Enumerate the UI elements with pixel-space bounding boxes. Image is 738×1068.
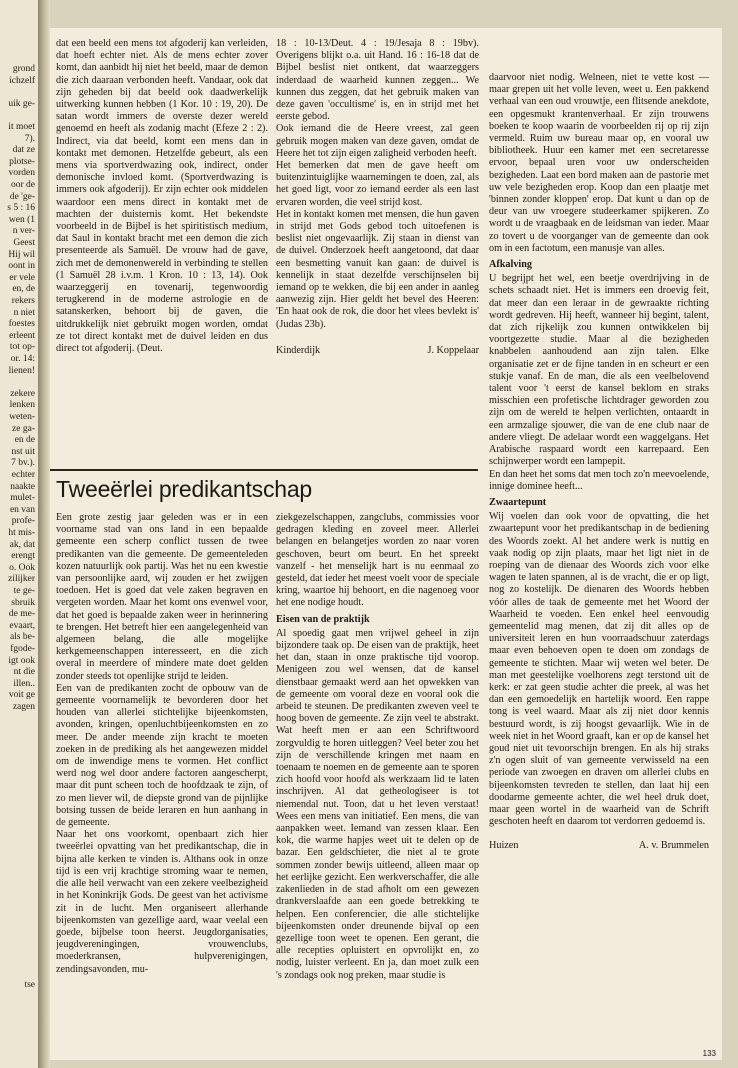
margin-fragment: nt die	[13, 667, 35, 678]
margin-fragment: Geest	[13, 238, 35, 248]
signoff-place: Kinderdijk	[276, 344, 321, 356]
margin-fragment: oont in	[8, 261, 35, 272]
margin-fragment: zilijker	[8, 574, 35, 585]
margin-fragment: fgode-	[10, 644, 35, 654]
margin-fragment: zekere	[10, 388, 35, 399]
margin-fragment: Hij wil	[8, 249, 35, 260]
article-signoff	[489, 840, 709, 852]
margin-fragment: en van	[9, 504, 35, 515]
article-paragraph: Al spoedig gaat men vrijwel geheel in zijn bijzondere taak op. De eisen van de praktijk, heet het dan, staan in onze praktische tijd voorop. Menigeen zou wel wensen, dat de kansel dienstbaar gemaakt werd aan het opwekken van de gemeente om vooral deze en vooral ook die arbeid te steunen. De predikanten zweven veel te hoog boven de gemeente. Ze zijn veel te abstrakt. Wat heeft men er aan een Schriftwoord zorgvuldig te horen uitleggen? Veel beter zou het zijn de verschillende kringen met naam en toenaam te noemen en de gemeente aan te sporen zich hoofd voor hoofd als werkzaam lid te laten inschrijven. Al dat getheologiseer is tot niemendal nut. Toon, dat u het leven verstaat! Wees een mens van initiatief. Een mens, die van aanpakken weet. Iemand van zessen klaar. Een kok, die warme hapjes weet uit te delen op de bazar. Een geldschieter, die niet al te grote sommen zonder bewijs uitleend, alleen maar op het eerlijke gezicht. Een werkverschaffer, die alle zakenlieden in de stad afholt om een gewezen drankverslaafde aan een goede betrekking te helpen. Een conferencier, die alle stichtelijke bijeenkomsten onder dreunende bijval op een gezellige toon weet te openen. Een gerant, die alle recepties opluistert en opvrolijkt en, zo nodig, luister verleent. En ja, dan moet zulk een 's zondags ook nog preken, maar studie is	[276, 627, 479, 981]
article-column-3	[489, 72, 709, 1057]
margin-fragment: te ge-	[13, 586, 35, 596]
article-column-1	[56, 512, 268, 1057]
margin-fragment: zagen	[12, 702, 35, 712]
margin-fragment: profe-	[11, 516, 35, 527]
margin-fragment: mulet-	[10, 493, 35, 504]
margin-fragment: uik ge-	[8, 98, 35, 109]
top-col2-paragraph: Ook iemand die de Heere vreest, zal geen gebruik mogen maken van deze gaven, omdat de Heere het tot zijn eigen zaligheid verboden heeft.	[276, 123, 479, 159]
top-signoff	[276, 345, 479, 357]
margin-fragment: igt ook	[8, 655, 35, 666]
margin-fragment: wen (1	[8, 214, 35, 225]
margin-fragment: o. Ook	[9, 562, 35, 573]
margin-fragment: weten-	[9, 412, 35, 422]
margin-fragment: ze ga-	[12, 423, 35, 434]
margin-fragment: voit ge	[8, 690, 35, 701]
article-paragraph: ziekgezelschappen, zangclubs, commissies voor gedragen kleding en zoveel meer. Allerlei belangen en belangetjes worden zo naar voren geschoven, beurt om beurt. En het spreekt vanzelf - het menselijk hart is nu eenmaal zo gesteld, dat ieder het meest voelt voor de speciale kring, waartoe hij behoort, en die nagenoeg voor het ene nodige houdt.	[276, 512, 479, 609]
margin-fragment: n niet	[13, 307, 35, 318]
article-column-2	[276, 512, 479, 1057]
margin-fragment: sbruik	[11, 597, 35, 608]
margin-fragment: en de	[14, 435, 35, 446]
margin-fragment: echter	[11, 470, 35, 480]
margin-fragment: erengt	[11, 551, 35, 562]
section-divider	[50, 469, 478, 471]
margin-fragment: naakte	[10, 481, 35, 492]
section-heading: Afkalving	[489, 259, 533, 271]
margin-fragment: foestes	[8, 319, 35, 330]
section-heading: Zwaartepunt	[489, 496, 547, 508]
margin-fragment: or. 14:	[10, 354, 35, 364]
page	[50, 28, 722, 1060]
margin-fragment: lienen!	[8, 365, 35, 376]
margin-fragment: n ver-	[12, 226, 35, 237]
article-paragraph: U begrijpt het wel, een beetje overdrijving in de schets schaadt niet. Het is immers een droevig feit, dat meer dan een leraar in de gewraakte richting wordt gedreven. Hij heeft, wanneer hij begint, talent, dat zich rijkelijk zou kunnen ontwikkelen bij voortgezette studie. Maar al die bezigheden knabbelen aanhoudend aan zijn talen. Elke organisatie zet er de fijne tanden in en scheurt er een stukje vanaf. En de man, die als een veelbelovend talent voor 't eerst de kansel beklom en straks misschien een profetische lichtdrager geworden zou zijn om de wereld te helpen verlichten, ontaardt in een armzalige sjouwer, die van de ene club naar de andere vliegt. De adelaar wordt een waggelgans. Het Arabische raspaard wordt een karrepaard. Een schijnwerper wordt een lampepit.	[489, 273, 709, 468]
margin-fragment: erleent	[9, 330, 35, 341]
margin-fragment: tse	[24, 980, 35, 991]
top-column-1	[56, 38, 268, 468]
margin-fragment: plotse-	[9, 156, 35, 167]
margin-fragment: de 'ge-	[9, 191, 35, 202]
margin-fragment: dat ze	[12, 145, 35, 156]
page-number: 133	[702, 1049, 716, 1058]
margin-fragment: grond	[12, 64, 35, 74]
margin-fragment: illen..	[13, 678, 35, 689]
margin-fragment: nst uit	[11, 446, 35, 457]
margin-fragment: er vele	[9, 272, 35, 283]
margin-fragment: tot op-	[9, 342, 35, 353]
margin-fragment: it moet	[8, 122, 35, 132]
margin-fragment: ak, dat	[9, 539, 35, 550]
margin-fragment: 7).	[24, 133, 35, 144]
article-paragraph: Naar het ons voorkomt, openbaart zich hier tweeërlei opvatting van het predikantschap, die in bijna alle kerken te vinden is. Althans ook in onze tijd is een vrij krachtige stroming waar te nemen, die alle heil verwacht van een zekere veelbezigheid in het Koninkrijk Gods. De geest van het activisme zit in de lucht. Men organiseert allerhande bijeenkomsten van gezellige aard, waar veelal een goede, bijbelse toon heerst. Jeugdorganisaties, jeugdvereningingen, vrouwenclubs, moederkransen, hulpverenigingen, zendingsavonden, mu-	[56, 829, 268, 975]
signoff-author: J. Koppelaar	[427, 344, 479, 356]
margin-fragment: en, de	[12, 284, 35, 295]
margin-fragment: lenken	[9, 400, 35, 411]
margin-fragment: ichzelf	[9, 75, 35, 86]
previous-page-strip	[0, 0, 39, 1068]
article-paragraph: Een grote zestig jaar geleden was er in een voorname stad van ons land in een bepaalde gemeente een scherp conflict tussen de twee predikanten van die gemeente. De gemeenteleden kozen natuurlijk ook partij. Was het nu een kwestie van persoonlijke aard, wij zouden er het zwijgen toedoen. Het is goed dat vele zaken begraven en vergeten worden. Maar het komt ons evenwel voor, dat het goed is bepaalde zaken weer in herinnering te brengen. Het betreft hier een aangelegenheid van algemeen belang, die alle mogelijke kerkgemeenschappen interesseert, en die zich overal in meerdere of mindere mate doet gelden zonder steeds tot openlijke strijd te leiden.	[56, 512, 268, 682]
margin-fragment: evaart,	[9, 620, 35, 631]
book-gutter	[38, 0, 50, 1068]
margin-fragment: als be-	[9, 632, 35, 643]
margin-fragment: vorden	[8, 168, 35, 179]
margin-fragment: de me-	[8, 609, 35, 620]
section-heading: Eisen van de praktijk	[276, 613, 370, 625]
top-col1-paragraph: dat een beeld een mens tot afgoderij kan verleiden, dat hoeft echter niet. Als de mens echter zover komt, dan aanbidt hij niet het beeld, maar de demon die zich daaraan verbonden heeft. Vandaar, ook dat zijn geheden bij dat beeld ook daadwerkelijk uitwerking kunnen hebben (1 Kor. 10 : 19, 20). De satan wordt immers de overste dezer wereld genoemd en heeft als zodanig macht (Efeze 2 : 2). Indirect, via dat beeld, komt een mens dan in kontakt met demonen. Hetzelfde gebeurt, als een mens via sportverdwazing ook, indirect, onder demonische invloed komt. (Sportverdwazing is immers ook afgoderij). Er zijn echter ook middelen waardoor een mens direct in kontakt met de machten der duisternis komt. Het bekendste voorbeeld in de Bijbel is het spiritistisch medium, dat Saul in kontakt bracht met een demon die zich presenteerde als Samuël. De vrouw had de gave, zich met de demonenwereld in verbinding te stellen (1 Samuël 28 i.v.m. 1 Kron. 10 : 13, 14). Ook waarzeggerij en tovenarij, tegenwoordig terugkerend in de moderne astrologie en de satanskerken, behoort bij de gaven, die uitdrukkelijk niet gebruikt mogen worden, omdat ze tot direct kontakt met de duivel leiden en dus direct tot afgoderij. (Deut.	[56, 38, 268, 355]
article-title: Tweeërlei predikantschap	[56, 476, 313, 502]
top-col2-paragraph: Het in kontakt komen met mensen, die hun gaven in strijd met Gods gebod toch uitoefenen is beslist niet ongevaarlijk. Zij staan in dienst van de duivel. Onderzoek heeft aangetoond, dat daar een besmetting vanuit kan gaan: de duivel is kennelijk in staat dezelfde verschijnselen bij iemand op te wekken, die bij een ander in aanleg aanwezig zijn. Hier geldt het bevel des Heeren: 'En haat ook de rok, die door het vlees bevlekt is' (Judas 23b).	[276, 208, 479, 330]
article-paragraph: daarvoor niet nodig. Welneen, niet te vette kost — maar grepen uit het volle leven, weet u. Een pakkend verhaal van een oud vrouwtje, een flitsende anekdote, een opgesmukt krantenverhaal. Er zijn trouwens boeken te koop waarin de voorbeelden rij op rij zijn vermeld. Ruim uw bureau maar op, en vooral uw bibliotheek. Huur een kamer met een secretaresse ervoor, bepaal uren voor uw onderscheiden bezigheden. Laat een bord maken aan de pastorie met uw vele bezigheden erop. Koop dan een plaatje met 'binnen zonder kloppen' erop. Dat kunt u dan op de deur van uw vroegere studeerkamer spijkeren. Zo wordt u de vraagbaak en de leidsman van ieder. Maar zo tovert u de voorganger van de gemeente dan ook om in een factotum, een manusje van alles.	[489, 72, 709, 254]
top-column-2	[276, 38, 479, 468]
margin-fragment: oor de	[10, 180, 35, 190]
margin-fragment: rekers	[11, 296, 35, 306]
top-col2-paragraph: Het bemerken dat men de gave heeft om buitenzintuiglijke waarnemingen te doen, zal, als het goed ligt, voor zo iemand eerder als een last ervaren worden, die veel strijd kost.	[276, 160, 479, 208]
article-paragraph: Een van de predikanten zocht de opbouw van de gemeente voornamelijk te bevorderen door het houden van allerlei stichtelijke bijeenkomsten, avonden, kringen, openluchtbijeenkomsten en zo meer. De ander meende zijn kracht te moeten zoeken in de prediking als het aangewezen middel om de inwendige mens te vormen. Het conflict werd nog wel door andere factoren aangescherpt, maar dit punt scheen toch de hoofdzaak te zijn, of zo men liever wil, de diepste grond van de pijnlijke botsing tussen de beide leraren en hun aanhang in de gemeente.	[56, 682, 268, 829]
article-paragraph: Wij voelen dan ook voor de opvatting, die het zwaartepunt voor het predikantschap in de bediening des Woords zoekt. Al het andere werk is nuttig en vaak nodig op zijn plaats, maar het ligt niet in de roeping van de dienaar des Woords zich voor elke wagen te laten spannen, al is de vracht, die er op ligt, nog zo kostelijk. De dienaren des Woords hebben vóór alles de taak de gemeente met het Woord der Waarheid te voeden. Een enkel heel eenvoudig gemeentelid mag menen, dat zij dit alles op de universiteit leren en hun voorraadschuur zaterdags maar even behoeven open te doen om zondags de gemeente te stichten. Maar wij weten wel beter. De man met geestelijke voelhorens zegt terstond uit de kerk: er zat geen studie achter die preek, al was het dan een gemoedelijk en hartelijk woord. Een rappe tong is veel waard. Maar als zij niet door kennis bestuurd wordt, is zij hoogst gevaarlijk. Wie in de week niet in het Woord graaft, kan er op de kansel het goud niet uit tevoorschijn brengen. En als hij straks z'n ogen sluit of van gemeente verwisseld na een periode van zwoegen en draven om allerlei clubs en bijeenkomsten tevreden te stellen, dan laat hij een doodarme gemeente achter, die wel heel druk doet, maar geen wortel in de waarheid van de Schrift geschoten heeft en daarom tot verdorren gedoemd is.	[489, 511, 709, 828]
signoff-author: A. v. Brummelen	[638, 840, 709, 852]
margin-fragment: s 5 : 16	[7, 203, 35, 214]
top-col2-paragraph: 18 : 10-13/Deut. 4 : 19/Jesaja 8 : 19bv). Overigens blijkt o.a. uit Hand. 16 : 16-18 dat de Bijbel beslist niet ontkent, dat waarzeggers inderdaad de waarheid kunnen zeggen... We kunnen dus zeggen, dat het gebruik maken van deze gaven 'occultisme' is, en in strijd met het eerste gebod.	[276, 38, 479, 123]
article-paragraph: En dan heet het soms dat men toch zo'n meevoelende, innige dominee heeft...	[489, 468, 709, 492]
signoff-place: Huizen	[489, 840, 519, 852]
margin-fragment: 7 bv.).	[11, 458, 35, 469]
margin-fragment: ht mis-	[8, 528, 35, 538]
